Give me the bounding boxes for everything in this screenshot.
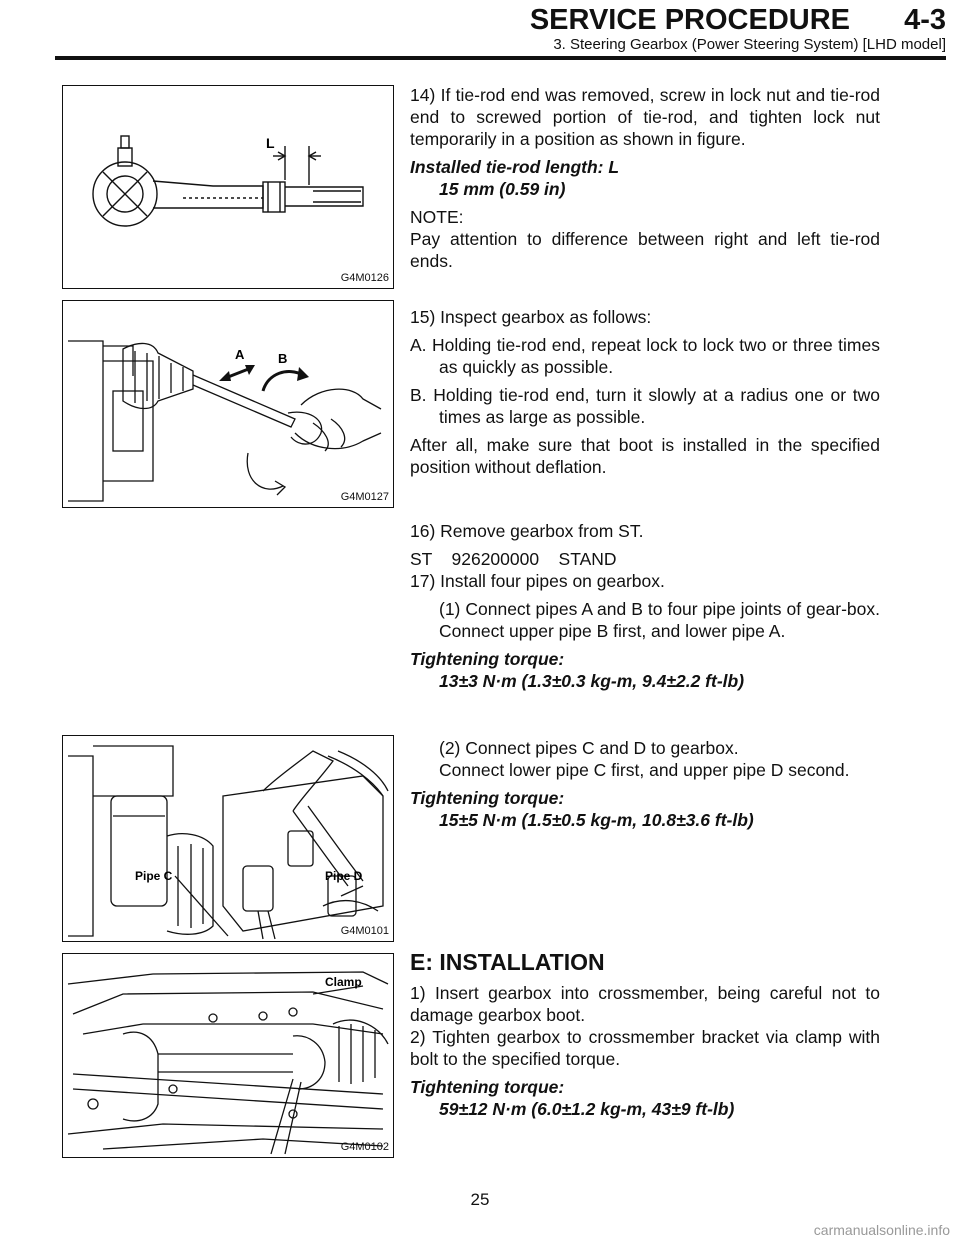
special-tool: ST 926200000 STAND bbox=[410, 549, 617, 569]
installation-heading: E: INSTALLATION bbox=[410, 949, 605, 975]
page-number: 25 bbox=[470, 1190, 490, 1209]
figure-tie-rod-end bbox=[62, 85, 394, 289]
pipes-illustration bbox=[63, 736, 393, 941]
step-17-sub-1: (1) Connect pipes A and B to four pipe joints of gear-box. Connect upper pipe B first, and lower pipe A. bbox=[439, 599, 880, 641]
figure-label-a: A bbox=[235, 347, 245, 362]
clamp-illustration bbox=[63, 954, 393, 1157]
step-15-after: After all, make sure that boot is installed in the specified position without deflation. bbox=[410, 435, 880, 477]
step-15-block bbox=[410, 306, 880, 478]
figure-pipes-c-d bbox=[62, 735, 394, 942]
step-16-17-block bbox=[410, 520, 880, 692]
figure-label-l: L bbox=[266, 135, 275, 151]
installation-step-2: 2) Tighten gearbox to crossmember bracket via clamp with bolt to the specified torque. bbox=[410, 1027, 880, 1069]
step-14-text: 14) If tie-rod end was removed, screw in lock nut and tie-rod end to screwed portion of tie-rod, and tighten lock nut temporarily in a position as shown in figure. bbox=[410, 85, 880, 149]
figure-label-clamp: Clamp bbox=[325, 975, 362, 989]
torque-label: Tightening torque: bbox=[410, 1077, 565, 1097]
watermark: carmanualsonline.info bbox=[813, 1222, 950, 1238]
header-rule bbox=[55, 56, 946, 60]
torque-value: 13±3 N·m (1.3±0.3 kg-m, 9.4±2.2 ft-lb) bbox=[439, 671, 745, 691]
figure-clamp bbox=[62, 953, 394, 1158]
torque-label: Tightening torque: bbox=[410, 649, 565, 669]
spec-value: 15 mm (0.59 in) bbox=[439, 179, 566, 199]
page-header-title: SERVICE PROCEDURE bbox=[529, 4, 850, 36]
step-16-text: 16) Remove gearbox from ST. bbox=[410, 521, 644, 541]
figure-code: G4M0101 bbox=[340, 925, 389, 937]
note-text: Pay attention to difference between right and left tie-rod ends. bbox=[410, 229, 880, 271]
torque-label: Tightening torque: bbox=[410, 788, 565, 808]
installation-step-1: 1) Insert gearbox into crossmember, being careful not to damage gearbox boot. bbox=[410, 983, 880, 1025]
figure-label-pipe-c: Pipe C bbox=[135, 869, 173, 883]
step-17-sub-2: (2) Connect pipes C and D to gearbox. bbox=[439, 738, 739, 758]
page-header-subtitle: 3. Steering Gearbox (Power Steering System) [LHD model] bbox=[553, 36, 946, 53]
tie-rod-illustration bbox=[63, 86, 393, 288]
figure-code: G4M0127 bbox=[340, 491, 389, 503]
figure-label-pipe-d: Pipe D bbox=[325, 869, 363, 883]
step-17-text: 17) Install four pipes on gearbox. bbox=[410, 571, 665, 591]
figure-gearbox-inspection bbox=[62, 300, 394, 508]
note-label: NOTE: bbox=[410, 207, 464, 227]
step-15-item-b: B. Holding tie-rod end, turn it slowly at a radius one or two times as large as possible. bbox=[410, 385, 880, 427]
installation-block bbox=[410, 948, 880, 1120]
spec-label: Installed tie-rod length: L bbox=[410, 157, 620, 177]
figure-label-b: B bbox=[278, 351, 288, 366]
torque-value: 59±12 N·m (6.0±1.2 kg-m, 43±9 ft-lb) bbox=[439, 1099, 735, 1119]
section-number: 4-3 bbox=[904, 4, 946, 36]
step-17-sub-2-block bbox=[410, 737, 880, 831]
step-17-sub-2b: Connect lower pipe C first, and upper pipe D second. bbox=[439, 760, 850, 780]
step-14-block bbox=[410, 84, 880, 272]
step-15-text: 15) Inspect gearbox as follows: bbox=[410, 307, 652, 327]
torque-value: 15±5 N·m (1.5±0.5 kg-m, 10.8±3.6 ft-lb) bbox=[439, 810, 754, 830]
figure-code: G4M0102 bbox=[340, 1141, 389, 1153]
step-15-item-a: A. Holding tie-rod end, repeat lock to lock two or three times as quickly as possible. bbox=[410, 335, 880, 377]
figure-code: G4M0126 bbox=[340, 272, 389, 284]
gearbox-inspection-illustration bbox=[63, 301, 393, 507]
